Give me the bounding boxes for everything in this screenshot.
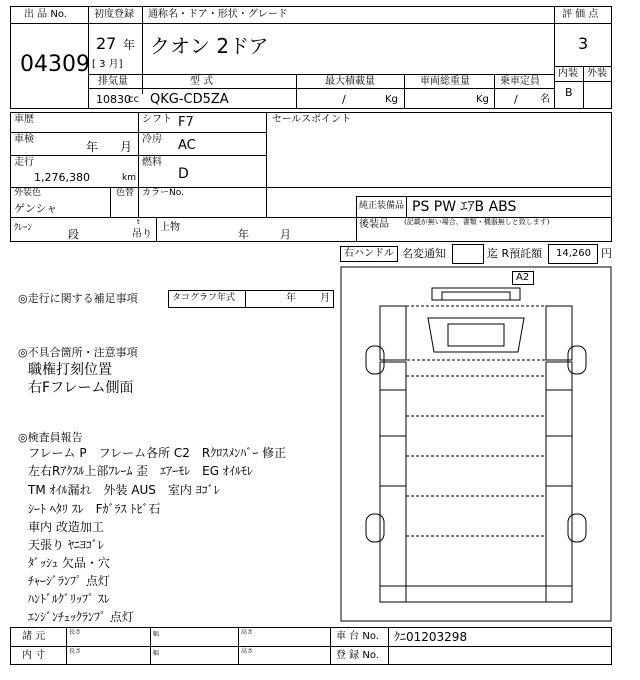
inspector-report-label: ◎検査員報告	[18, 431, 83, 444]
inspector-report-line: ｼｰﾄ ﾍﾀﾘ ｽﾚ Fｶﾞﾗｽ ﾄﾋﾞ石	[28, 502, 161, 516]
gross-weight-label: 車両総重量	[420, 76, 470, 87]
inspector-report-line: ﾀﾞｯｼｭ 欠品・穴	[28, 556, 110, 570]
tacho-label: タコグラフ年式	[172, 293, 236, 303]
max-load-unit: Kg	[385, 94, 398, 105]
score-value: 3	[578, 34, 589, 53]
name-change-box	[452, 244, 484, 264]
model-code: QKG-CD5ZA	[150, 92, 229, 107]
defects-label: ◎不具合箇所・注意事項	[18, 346, 138, 359]
score-label: 評 価 点	[562, 9, 599, 20]
crane-ton-unit: t	[137, 218, 140, 226]
fuel-value: D	[178, 166, 189, 182]
damage-marker: A2	[516, 272, 530, 283]
chassis-label: 車 台 No.	[336, 631, 379, 642]
height-label: 高さ	[241, 648, 254, 655]
history-label: 車歴	[14, 114, 34, 125]
lot-label: 出 品 No.	[24, 9, 67, 20]
tacho-year-unit: 年	[286, 293, 296, 304]
first-reg-year: 27	[96, 34, 117, 53]
length-label: 長さ	[69, 629, 82, 636]
shift-value: F7	[178, 115, 194, 130]
chassis-number: ｸﾆ01203298	[394, 630, 468, 644]
displacement-label: 排気量	[98, 76, 128, 87]
capacity-label: 乗車定員	[500, 76, 540, 87]
reg-label: 登 録 No.	[336, 650, 379, 661]
width-label: 幅	[153, 631, 160, 638]
aftermarket-label: 後装品	[359, 219, 389, 230]
mileage-label: 走行	[14, 157, 34, 168]
deposit-amount: 14,260	[556, 248, 591, 259]
shift-label: シフト	[142, 114, 172, 125]
defect-line: 職権打刻位置	[28, 362, 112, 378]
inspector-report-line: 左右Rｱｸｽﾙ上部ﾌﾚｰﾑ 歪 ｴｱｰﾓﾚ EG ｵｲﾙﾓﾚ	[28, 464, 253, 478]
upper-year-unit: 年	[238, 228, 249, 241]
inspection-month-unit: 月	[120, 140, 133, 154]
exterior-color-label: 外装色	[14, 188, 42, 198]
max-load-sep: /	[342, 93, 346, 106]
vehicle-name-label: 通称名・ドア・形状・グレード	[148, 9, 288, 20]
exterior-grade-label: 外装	[587, 68, 607, 79]
first-reg-month: [ 3 月]	[92, 59, 123, 70]
deposit-unit: 円	[601, 247, 612, 260]
displacement-value: 10830	[96, 93, 131, 106]
inspector-report-line: 天張り ﾔﾆﾖｺﾞﾚ	[28, 538, 104, 552]
mileage-unit: km	[122, 173, 136, 183]
name-change-label: 名変通知	[402, 247, 446, 260]
aftermarket-note: (記載が無い場合、書類・機器無しと致します)	[404, 218, 550, 226]
inspector-report-line: フレーム P フレーム各所 C2 Rｸﾛｽﾒﾝﾊﾞｰ 修正	[28, 446, 287, 460]
inspector-report-line: 車内 改造加工	[28, 520, 104, 534]
capacity-unit: 名	[540, 94, 550, 105]
crane-lift-label: 吊り	[132, 229, 152, 240]
crane-stage-unit: 段	[68, 228, 79, 241]
first-reg-year-unit: 年	[123, 38, 136, 52]
driving-notes-label: ◎走行に関する補足事項	[18, 292, 138, 305]
inspector-report-line: ｴﾝｼﾞﾝﾁｪｯｸﾗﾝﾌﾟ 点灯	[28, 610, 134, 624]
crane-label: ｸﾚｰﾝ	[14, 223, 33, 233]
interior-grade-label: 内装	[558, 68, 578, 79]
upper-month-unit: 月	[280, 228, 291, 241]
upper-label: 上物	[160, 222, 180, 233]
ac-label: 冷房	[142, 134, 162, 145]
inspection-year-unit: 年	[86, 140, 99, 154]
color-no-label: カラーNo.	[142, 188, 184, 198]
vehicle-name: クオン 2ドア	[150, 34, 269, 58]
displacement-unit: cc	[128, 94, 139, 105]
damage-diagram	[340, 266, 612, 622]
std-equipment-label: 純正装備品	[359, 201, 405, 211]
color-change-label: 色替	[116, 188, 135, 198]
max-load-label: 最大積載量	[325, 76, 375, 87]
gross-weight-unit: Kg	[476, 94, 489, 105]
odometer-deposit-label: 迄 R預託額	[487, 247, 543, 260]
std-equipment-value: PS PW ｴｱB ABS	[412, 199, 517, 215]
width-label: 幅	[153, 650, 160, 657]
model-label: 型 式	[190, 76, 214, 87]
lot-number: 04309	[20, 52, 90, 77]
dims-label: 諸 元	[22, 631, 46, 642]
fuel-label: 燃料	[142, 157, 162, 168]
exterior-color-value: ゲンシャ	[14, 202, 58, 215]
inspector-report-line: ﾁｬｰｼﾞﾗﾝﾌﾟ 点灯	[28, 574, 110, 588]
first-reg-label: 初度登録	[94, 9, 134, 20]
tacho-month-unit: 月	[320, 293, 330, 304]
capacity-sep: /	[514, 93, 518, 106]
truck-outline-icon	[340, 266, 612, 622]
height-label: 高さ	[241, 629, 254, 636]
mileage-value: 1,276,380	[34, 171, 90, 184]
interior-dims-label: 内 寸	[22, 650, 46, 661]
defect-line: 右Fフレーム側面	[28, 380, 134, 396]
length-label: 長さ	[69, 648, 82, 655]
sales-point-label: セールスポイント	[272, 114, 352, 125]
inspector-report-line: ﾊﾝﾄﾞﾙｸﾞﾘｯﾌﾟ ｽﾚ	[28, 592, 110, 606]
interior-grade-value: B	[565, 86, 573, 99]
ac-value: AC	[178, 138, 196, 153]
inspection-label: 車検	[14, 134, 34, 145]
drive-side: 右ハンドル	[344, 248, 394, 259]
inspector-report-line: TM ｵｲﾙ漏れ 外装 AUS 室内 ﾖｺﾞﾚ	[28, 483, 220, 497]
